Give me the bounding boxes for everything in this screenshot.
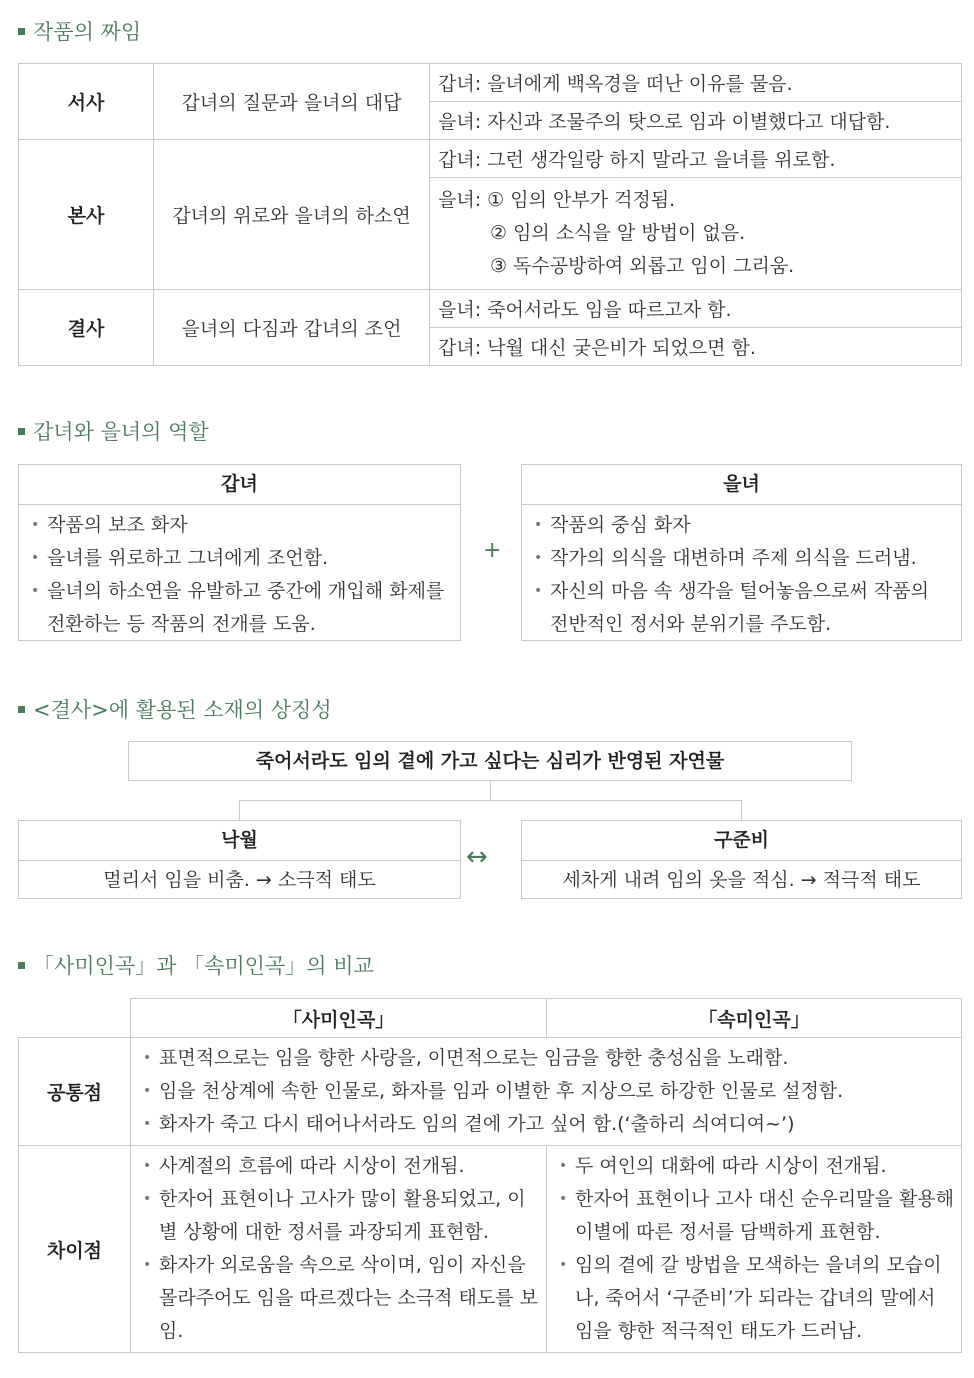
comparison-table <box>18 998 962 1353</box>
role-title: 갑녀 <box>19 465 460 505</box>
symbol-title: 구준비 <box>522 821 961 861</box>
section-title-structure <box>18 16 141 46</box>
list-item: • 작가의 의식을 대변하며 주제 의식을 드러냄. <box>534 542 949 575</box>
symbol-box-nakwol <box>18 820 461 899</box>
bullet-square-icon <box>18 428 25 435</box>
detail-line: ② 임의 소식을 알 방법이 없음. <box>490 222 746 244</box>
column-header: 「사미인곡」 <box>131 999 547 1038</box>
row-label: 차이점 <box>19 1146 131 1353</box>
section-title-text: <결사>에 활용된 소재의 상징성 <box>33 698 332 722</box>
detail-line: 갑녀: 을녀에게 백옥경을 떠난 이유를 물음. <box>430 64 962 102</box>
list-item: • 한자어 표현이나 고사가 많이 활용되었고, 이별 상황에 대한 정서를 과장되게 표현함. <box>143 1183 540 1249</box>
empty-corner <box>19 999 131 1038</box>
list-item: • 임의 곁에 갈 방법을 모색하는 을녀의 모습이나, 죽어서 ‘구준비’가 되라는 갑녀의 말에서 임을 향한 적극적인 태도가 드러남. <box>559 1249 955 1348</box>
list-item: • 작품의 중심 화자 <box>534 509 949 542</box>
role-box-eulnyeo <box>521 464 962 641</box>
detail-line: 을녀: 죽어서라도 임을 따르고자 함. <box>430 290 962 328</box>
connector-line <box>239 800 240 820</box>
bullet-square-icon <box>18 962 25 969</box>
bullet-square-icon <box>18 28 25 35</box>
role-title: 을녀 <box>522 465 961 505</box>
list-item: • 화자가 죽고 다시 태어나서라도 임의 곁에 가고 싶어 함.(‘출하리 싀여디여~’) <box>143 1108 955 1141</box>
connector-line <box>239 800 742 801</box>
list-item: • 사계절의 흐름에 따라 시상이 전개됨. <box>143 1150 540 1183</box>
symbol-desc: 세차게 내려 임의 옷을 적심. → 적극적 태도 <box>562 869 921 891</box>
common-cell <box>131 1038 962 1146</box>
bullet-square-icon <box>18 706 25 713</box>
symbol-title: 낙월 <box>19 821 460 861</box>
connector-line <box>741 800 742 820</box>
part-label: 서사 <box>19 64 154 140</box>
detail-line: 을녀: ① 임의 안부가 걱정됨. <box>438 189 676 211</box>
connector-line <box>490 781 491 800</box>
list-item: • 을녀를 위로하고 그녀에게 조언함. <box>31 542 448 575</box>
row-label: 공통점 <box>19 1038 131 1146</box>
diff-list <box>547 1146 961 1352</box>
double-arrow-icon: ↔ <box>466 842 488 872</box>
detail-line: 갑녀: 낙월 대신 궂은비가 되었으면 함. <box>430 328 962 366</box>
symbol-desc: 멀리서 임을 비춤. → 소극적 태도 <box>103 869 376 891</box>
detail-line: ③ 독수공방하여 외롭고 임이 그리움. <box>490 255 795 277</box>
list-item: • 한자어 표현이나 고사 대신 순우리말을 활용해 이별에 따른 정서를 담백하게 표현함. <box>559 1183 955 1249</box>
detail-multiline <box>430 178 962 290</box>
structure-table <box>18 63 962 366</box>
section-title-text: 「사미인곡」과 「속미인곡」의 비교 <box>33 954 374 978</box>
section-title-roles <box>18 416 209 446</box>
list-item: • 화자가 외로움을 속으로 삭이며, 임이 자신을 몰라주어도 임을 따르겠다는 소극적 태도를 보임. <box>143 1249 540 1348</box>
part-summary: 을녀의 다짐과 갑녀의 조언 <box>154 290 430 366</box>
part-summary: 갑녀의 질문과 을녀의 대답 <box>154 64 430 140</box>
part-label: 결사 <box>19 290 154 366</box>
role-list <box>522 505 961 641</box>
section-title-comparison <box>18 950 374 980</box>
list-item: • 작품의 보조 화자 <box>31 509 448 542</box>
list-item: • 임을 천상계에 속한 인물로, 화자를 임과 이별한 후 지상으로 하강한 인물로 설정함. <box>143 1075 955 1108</box>
section-title-text: 갑녀와 을녀의 역할 <box>33 420 209 444</box>
section-title-text: 작품의 짜임 <box>33 20 142 44</box>
part-label: 본사 <box>19 140 154 290</box>
list-item: • 표면적으로는 임을 향한 사랑을, 이면적으로는 임금을 향한 충성심을 노래함. <box>143 1042 955 1075</box>
symbol-top-box: 죽어서라도 임의 곁에 가고 싶다는 심리가 반영된 자연물 <box>128 741 852 781</box>
column-header: 「속미인곡」 <box>547 999 962 1038</box>
symbol-box-gujunbi <box>521 820 962 899</box>
detail-line: 을녀: 자신과 조물주의 탓으로 임과 이별했다고 대답함. <box>430 102 962 140</box>
diff-list <box>131 1146 546 1352</box>
diff-cell-sokmiingok <box>547 1146 962 1353</box>
list-item: • 자신의 마음 속 생각을 털어놓음으로써 작품의 전반적인 정서와 분위기를 주도함. <box>534 575 949 641</box>
common-list <box>131 1038 961 1145</box>
part-summary: 갑녀의 위로와 을녀의 하소연 <box>154 140 430 290</box>
diff-cell-samiingok <box>131 1146 547 1353</box>
role-box-gapnyeo <box>18 464 461 641</box>
list-item: • 을녀의 하소연을 유발하고 중간에 개입해 화제를 전환하는 등 작품의 전개를 도움. <box>31 575 448 641</box>
plus-icon: + <box>483 538 502 563</box>
role-list <box>19 505 460 641</box>
list-item: • 두 여인의 대화에 따라 시상이 전개됨. <box>559 1150 955 1183</box>
section-title-symbolism <box>18 694 332 724</box>
detail-line: 갑녀: 그런 생각일랑 하지 말라고 을녀를 위로함. <box>430 140 962 178</box>
